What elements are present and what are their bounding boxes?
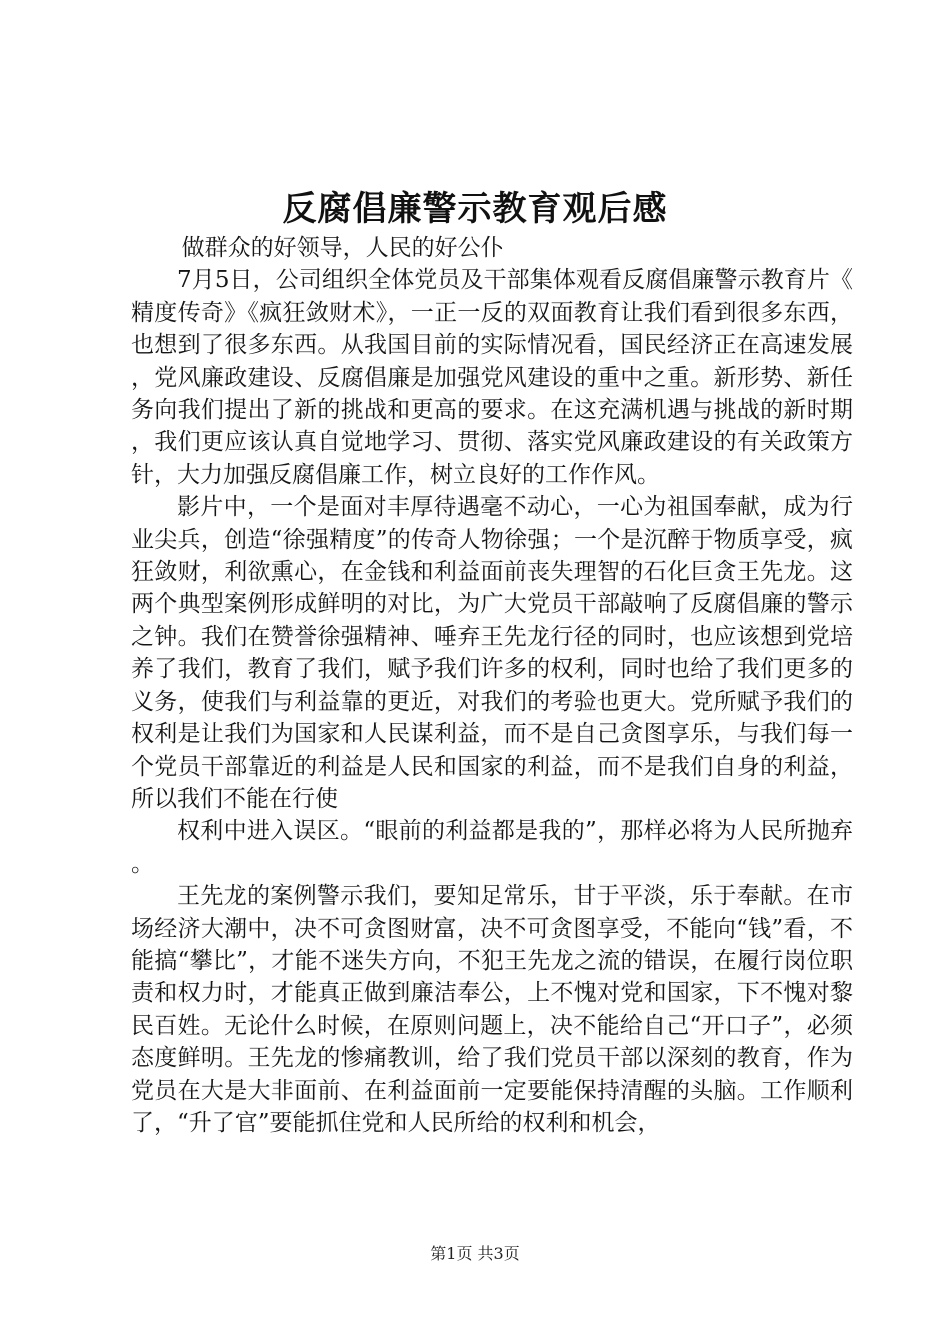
paragraph: 7月5日，公司组织全体党员及干部集体观看反腐倡廉警示教育片《精度传奇》《疯狂敛财术》，一正一反的双面教育让我们看到很多东西，也想到了很多东西。从我国目前的实际情况看，国民经济正在高速发展，党风廉政建设、反腐倡廉是加强党风建设的重中之重。新形势、新任务向我们提出了新的挑战和更高的要求。在这充满机遇与挑战的新时期，我们更应该认真自觉地学习、贯彻、落实党风廉政建设的有关政策方针，大力加强反腐倡廉工作，树立良好的工作作风。 [131,267,853,488]
paragraph: 权利中进入误区。“眼前的利益都是我的”，那样必将为人民所抛弃。 [131,818,853,877]
document-body [131,232,853,1139]
paragraph: 影片中，一个是面对丰厚待遇毫不动心，一心为祖国奉献，成为行业尖兵，创造“徐强精度”的传奇人物徐强；一个是沉醉于物质享受，疯狂敛财，利欲熏心，在金钱和利益面前丧失理智的石化巨贪王先龙。这两个典型案例形成鲜明的对比，为广大党员干部敲响了反腐倡廉的警示之钟。我们在赞誉徐强精神、唾弃王先龙行径的同时，也应该想到党培养了我们，教育了我们，赋予我们许多的权利，同时也给了我们更多的义务，使我们与利益靠的更近，对我们的考验也更大。党所赋予我们的权利是让我们为国家和人民谋利益，而不是自己贪图享乐，与我们每一个党员干部靠近的利益是人民和国家的利益，而不是我们自身的利益，所以我们不能在行使 [131,494,853,812]
paragraph: 王先龙的案例警示我们，要知足常乐，甘于平淡，乐于奉献。在市场经济大潮中，决不可贪图财富，决不可贪图享受，不能向“钱”看，不能搞“攀比”，才能不迷失方向，不犯王先龙之流的错误，在履行岗位职责和权力时，才能真正做到廉洁奉公，上不愧对党和国家，下不愧对黎民百姓。无论什么时候，在原则问题上，决不能给自己“开口子”，必须态度鲜明。王先龙的惨痛教训，给了我们党员干部以深刻的教育，作为党员在大是大非面前、在利益面前一定要能保持清醒的头脑。工作顺利了，“升了官”要能抓住党和人民所给的权利和机会， [131,883,853,1136]
document-subtitle: 做群众的好领导，人民的好公仆 [181,235,504,261]
page-footer: 第1页 共3页 [430,1244,520,1263]
document-title: 反腐倡廉警示教育观后感 [282,189,668,229]
